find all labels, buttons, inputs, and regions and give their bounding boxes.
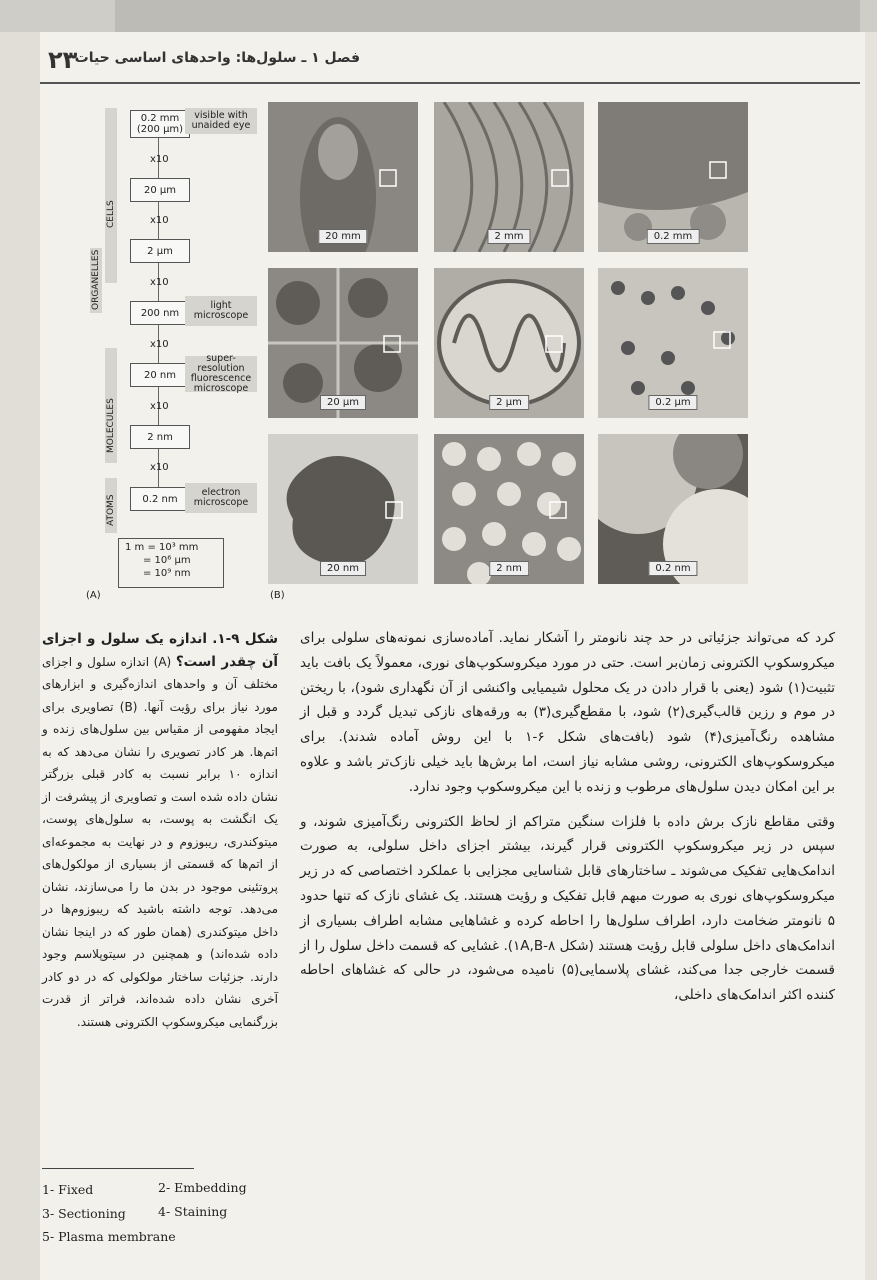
axis-label-cells: CELLS — [106, 200, 116, 228]
panel-finger — [268, 102, 418, 252]
panel-scale: 20 µm — [320, 395, 366, 410]
scale-box: 2 nm — [130, 425, 190, 449]
panel-scale: 20 nm — [320, 561, 366, 576]
panel-a-label: (A) — [86, 590, 101, 601]
panel-mitochondrion — [434, 268, 584, 418]
panel-b-label: (B) — [270, 590, 285, 601]
caption-text: (A) اندازه سلول و اجزای مختلف آن و واحدهای اندازه‌گیری و ابزارهای مورد نیاز برای رؤیت آنها. (B) تصاویری برای ایجاد مفهومی از مقیاس بین سلول‌های زنده و اتم‌ها. هر کادر تصویری را نشان می‌دهد که به اندازه ۱۰ برابر نسبت به کادر قبلی بزرگتر نشان داده شده است و تصاویری از پیشرفت از یک انگشت به پوست، به سلول‌های پوست، میتوکندری، ریبوزوم و در نهایت به مجموعه‌ای از اتم‌ها که قسمتی از بسیاری از مولکول‌های پروتئینی موجود در بدن ما را می‌سازند، نشان می‌دهد. توجه داشته باشید که ریبوزوم‌ها در داخل میتوکندری (همان طور که در اینجا نشان داده شده‌اند) و همچنین در سیتوپلاسم وجود دارند. جزئیات ساختار مولکولی که در دو کادر آخری نشان داده شده‌اند، فراتر از قدرت بزرگنمایی میکروسکوپ الکترونی هستند. — [42, 654, 279, 1029]
panel-scale: 0.2 mm — [647, 229, 700, 244]
scale-desc: electron microscope — [185, 483, 257, 513]
panel-cell — [268, 268, 418, 418]
step-label: x10 — [150, 277, 169, 288]
axis-bar-cells — [105, 108, 117, 283]
scale-box: 2 µm — [130, 239, 190, 263]
scale-box: 0.2 mm (200 µm) — [130, 110, 190, 138]
figure-caption — [42, 628, 278, 1033]
figure-1-9 — [70, 98, 840, 603]
panel-atoms-cluster — [434, 434, 584, 584]
scale-column — [70, 98, 270, 601]
footnote-rule — [42, 1168, 194, 1169]
footnote: 3- Sectioning — [42, 1206, 126, 1221]
left-margin — [0, 0, 40, 1280]
step-label: x10 — [150, 462, 169, 473]
scale-box: 20 µm — [130, 178, 190, 202]
page-header — [40, 40, 860, 84]
panel-scale: 0.2 nm — [648, 561, 697, 576]
conversion-line: 1 m = 10³ mm — [125, 542, 199, 553]
scale-desc: visible with unaided eye — [185, 108, 257, 134]
unit-conversion — [118, 538, 224, 588]
body-paragraph: کرد که می‌تواند جزئیاتی در حد چند نانومتر را آشکار نماید. آماده‌سازی نمونه‌های سلولی برای میکروسکوپ الکترونی زمان‌بر است. حتی در مورد میکروسکوپ‌های نوری، معمولاً یک بافت باید تثبیت(۱) شود (یعنی با قرار دادن در یک محلول شیمیایی واکنشی از آن نگهداری شود)، با ریختن در موم و رزین قالب‌گیری(۲) شود، با مقطع‌گیری(۳) به ورقه‌های نازکی تبدیل گردد و قبل از مشاهده رنگ‌آمیزی(۴) شود (بافت‌های شکل ۶-۱ با این روش آماده شدند). برای میکروسکوپ‌های الکترونی، روشی مشابه نیاز است، اما برش‌ها باید خیلی نازک‌تر باشد و علاوه بر این امکان دیدن سلول‌های مرطوب و زنده با این میکروسکوپ وجود ندارد. — [300, 630, 835, 795]
scale-box: 200 nm — [130, 301, 190, 325]
panel-scale: 2 nm — [489, 561, 529, 576]
footnote: 2- Embedding — [158, 1180, 247, 1195]
panel-protein — [268, 434, 418, 584]
panel-scale: 2 µm — [489, 395, 529, 410]
page-number: ۲۳ — [48, 46, 78, 74]
panel-skin-cells — [598, 102, 748, 252]
step-label: x10 — [150, 339, 169, 350]
body-text — [300, 626, 835, 1018]
scale-box: 0.2 nm — [130, 487, 190, 511]
step-label: x10 — [150, 154, 169, 165]
panel-scale: 0.2 µm — [648, 395, 697, 410]
top-band — [0, 0, 877, 32]
conversion-line: = 10⁹ nm — [143, 568, 191, 579]
axis-label-molecules: MOLECULES — [106, 398, 116, 453]
panel-atoms — [598, 434, 748, 584]
caption-title: شکل ۹-۱. اندازه یک سلول و اجزای آن چقدر است؟ — [42, 631, 279, 670]
footnote: 4- Staining — [158, 1204, 228, 1219]
chapter-title: فصل ۱ ـ سلول‌ها: واحدهای اساسی حیات — [74, 50, 360, 66]
body-paragraph: وقتی مقاطع نازک برش داده با فلزات سنگین متراکم از لحاظ الکترونی رنگ‌آمیزی شوند، و سپس در زیر میکروسکوپ الکترونی قرار گیرند، بیشتر اجزای داخل سلولی، به صورت اندامک‌هایی تفکیک می‌شوند ـ ساختارهای قابل شناسایی مجزایی با عملکرد اختصاصی که در زیر میکروسکوپ‌های نوری به صورت مبهم قابل تفکیک و رؤیت هستند. یک غشای نازک که تنها حدود ۵ نانومتر ضخامت دارد، اطراف سلول‌ها را احاطه کرده و غشاهایی مشابه اطراف بسیاری از اندامک‌های داخل سلولی قابل رؤیت هستند (شکل ۸-۱A,B). غشایی که قسمت داخل سلول را از قسمت خارجی جدا می‌کند، غشای پلاسمایی(۵) نامیده می‌شود، در حالی که غشاهای احاطه کننده اکثر اندامک‌های داخلی، — [300, 813, 835, 1004]
step-label: x10 — [150, 215, 169, 226]
panel-ribosomes — [598, 268, 748, 418]
panel-scale: 2 mm — [487, 229, 530, 244]
right-edge — [865, 0, 877, 1280]
axis-label-organelles: ORGANELLES — [91, 249, 101, 310]
footnote: 1- Fixed — [42, 1182, 94, 1197]
footnote: 5- Plasma membrane — [42, 1229, 176, 1244]
step-label: x10 — [150, 401, 169, 412]
scale-desc: light microscope — [185, 296, 257, 326]
axis-label-atoms: ATOMS — [106, 494, 116, 526]
panel-scale: 20 mm — [318, 229, 367, 244]
scale-box: 20 nm — [130, 363, 190, 387]
panel-skin — [434, 102, 584, 252]
conversion-line: = 10⁶ µm — [143, 555, 191, 566]
scale-desc: super-resolution fluorescence microscope — [185, 356, 257, 392]
